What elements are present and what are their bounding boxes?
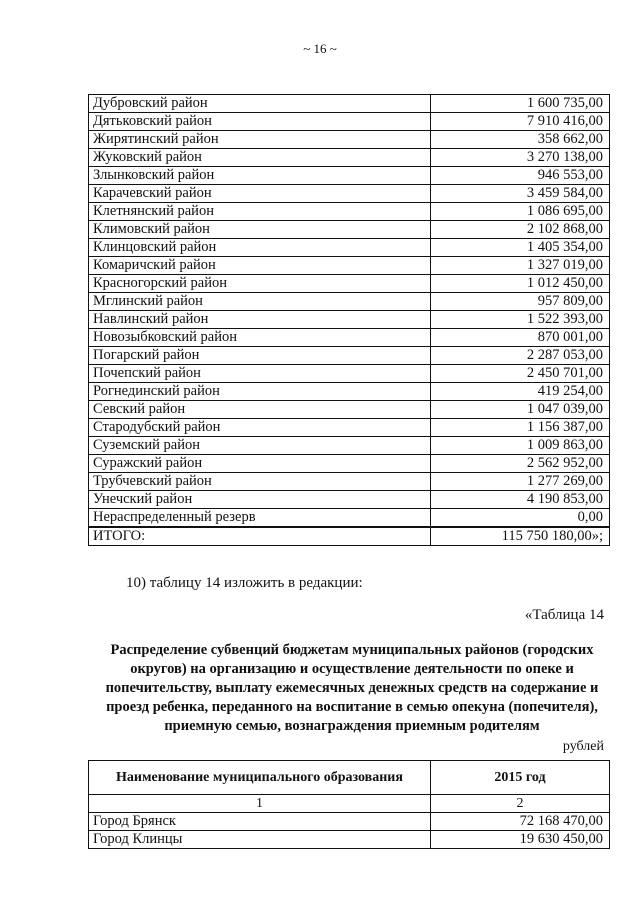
district-name: Карачевский район [89,185,431,203]
district-name: Дятьковский район [89,113,431,131]
amount-value: 3 270 138,00 [431,149,610,167]
table-row [89,149,610,167]
amount-value: 358 662,00 [431,131,610,149]
amount-value: 946 553,00 [431,167,610,185]
district-name: Комаричский район [89,257,431,275]
district-name: Трубчевский район [89,473,431,491]
table-row [89,203,610,221]
heading-line: округов) на организацию и осуществление деятельности по опеке и [130,661,574,677]
table-label: «Таблица 14 [524,607,604,623]
table-row [89,167,610,185]
amount-value: 1 012 450,00 [431,275,610,293]
amount-value: 2 562 952,00 [431,455,610,473]
district-name: Почепский район [89,365,431,383]
amount-value: 7 910 416,00 [431,113,610,131]
amount-value: 0,00 [431,509,610,528]
amount-value: 19 630 450,00 [431,831,610,849]
amount-value: 1 009 863,00 [431,437,610,455]
district-name: Суземский район [89,437,431,455]
column-header-municipality: Наименование муниципального образования [89,761,431,795]
table-row [89,275,610,293]
amount-value: 1 086 695,00 [431,203,610,221]
district-name: Клинцовский район [89,239,431,257]
table-row [89,383,610,401]
amount-value: 1 600 735,00 [431,95,610,113]
district-name: Жуковский район [89,149,431,167]
amount-value: 1 522 393,00 [431,311,610,329]
district-name: Жирятинский район [89,131,431,149]
table-row [89,365,610,383]
amount-value: 1 277 269,00 [431,473,610,491]
district-name: Рогнединский район [89,383,431,401]
table-row [89,257,610,275]
table-row [89,813,610,831]
units-label: рублей [562,739,604,754]
subvention-table-body [89,795,610,849]
heading-line: попечительству, выплату ежемесячных денежных средств на содержание и [105,680,599,696]
table-row [89,437,610,455]
table-row [89,185,610,203]
amount-value: 72 168 470,00 [431,813,610,831]
heading-line: проезд ребенка, переданного на воспитание в семью опекуна (попечителя), [106,699,598,715]
table-row [89,221,610,239]
table-row [89,401,610,419]
table-row [89,131,610,149]
table-row [89,831,610,849]
municipality-name: Город Брянск [89,813,431,831]
district-name: Злынковский район [89,167,431,185]
table-row [89,455,610,473]
heading-line: приемную семью, вознаграждения приемным родителям [164,718,540,734]
page-number: ~ 16 ~ [303,41,337,56]
table-heading [96,641,608,736]
district-name: Погарский район [89,347,431,365]
district-name: Клетнянский район [89,203,431,221]
amount-value: 2 102 868,00 [431,221,610,239]
table-row [89,239,610,257]
total-row [89,527,610,546]
allocation-table-continued [88,94,610,546]
amount-value: 4 190 853,00 [431,491,610,509]
amount-value: 870 001,00 [431,329,610,347]
amount-value: 1 156 387,00 [431,419,610,437]
amount-value: 1 327 019,00 [431,257,610,275]
amount-value: 957 809,00 [431,293,610,311]
table-row [89,491,610,509]
district-name: Красногорский район [89,275,431,293]
amount-value: 3 459 584,00 [431,185,610,203]
column-number: 1 [89,795,431,813]
subvention-table [88,760,610,849]
amendment-instruction: 10) таблицу 14 изложить в редакции: [126,575,363,591]
district-name: Севский район [89,401,431,419]
table-row [89,509,610,528]
amount-value: 2 287 053,00 [431,347,610,365]
heading-line: Распределение субвенций бюджетам муниципальных районов (городских [110,642,594,658]
amount-value: 419 254,00 [431,383,610,401]
district-name: Нераспределенный резерв [89,509,431,528]
column-number-row [89,795,610,813]
district-name: Навлинский район [89,311,431,329]
municipality-name: Город Клинцы [89,831,431,849]
table-row [89,113,610,131]
total-value: 115 750 180,00»; [431,527,610,546]
district-name: Стародубский район [89,419,431,437]
table-row [89,329,610,347]
amount-value: 2 450 701,00 [431,365,610,383]
total-label: ИТОГО: [89,527,431,546]
district-name: Дубровский район [89,95,431,113]
district-name: Суражский район [89,455,431,473]
table-row [89,95,610,113]
district-name: Унечский район [89,491,431,509]
district-name: Мглинский район [89,293,431,311]
table-row [89,347,610,365]
table-row [89,473,610,491]
table-row [89,293,610,311]
district-name: Новозыбковский район [89,329,431,347]
district-name: Климовский район [89,221,431,239]
allocation-table-body [89,95,610,546]
column-header-year: 2015 год [431,761,610,795]
amount-value: 1 047 039,00 [431,401,610,419]
table-row [89,311,610,329]
column-number: 2 [431,795,610,813]
amount-value: 1 405 354,00 [431,239,610,257]
table-row [89,419,610,437]
